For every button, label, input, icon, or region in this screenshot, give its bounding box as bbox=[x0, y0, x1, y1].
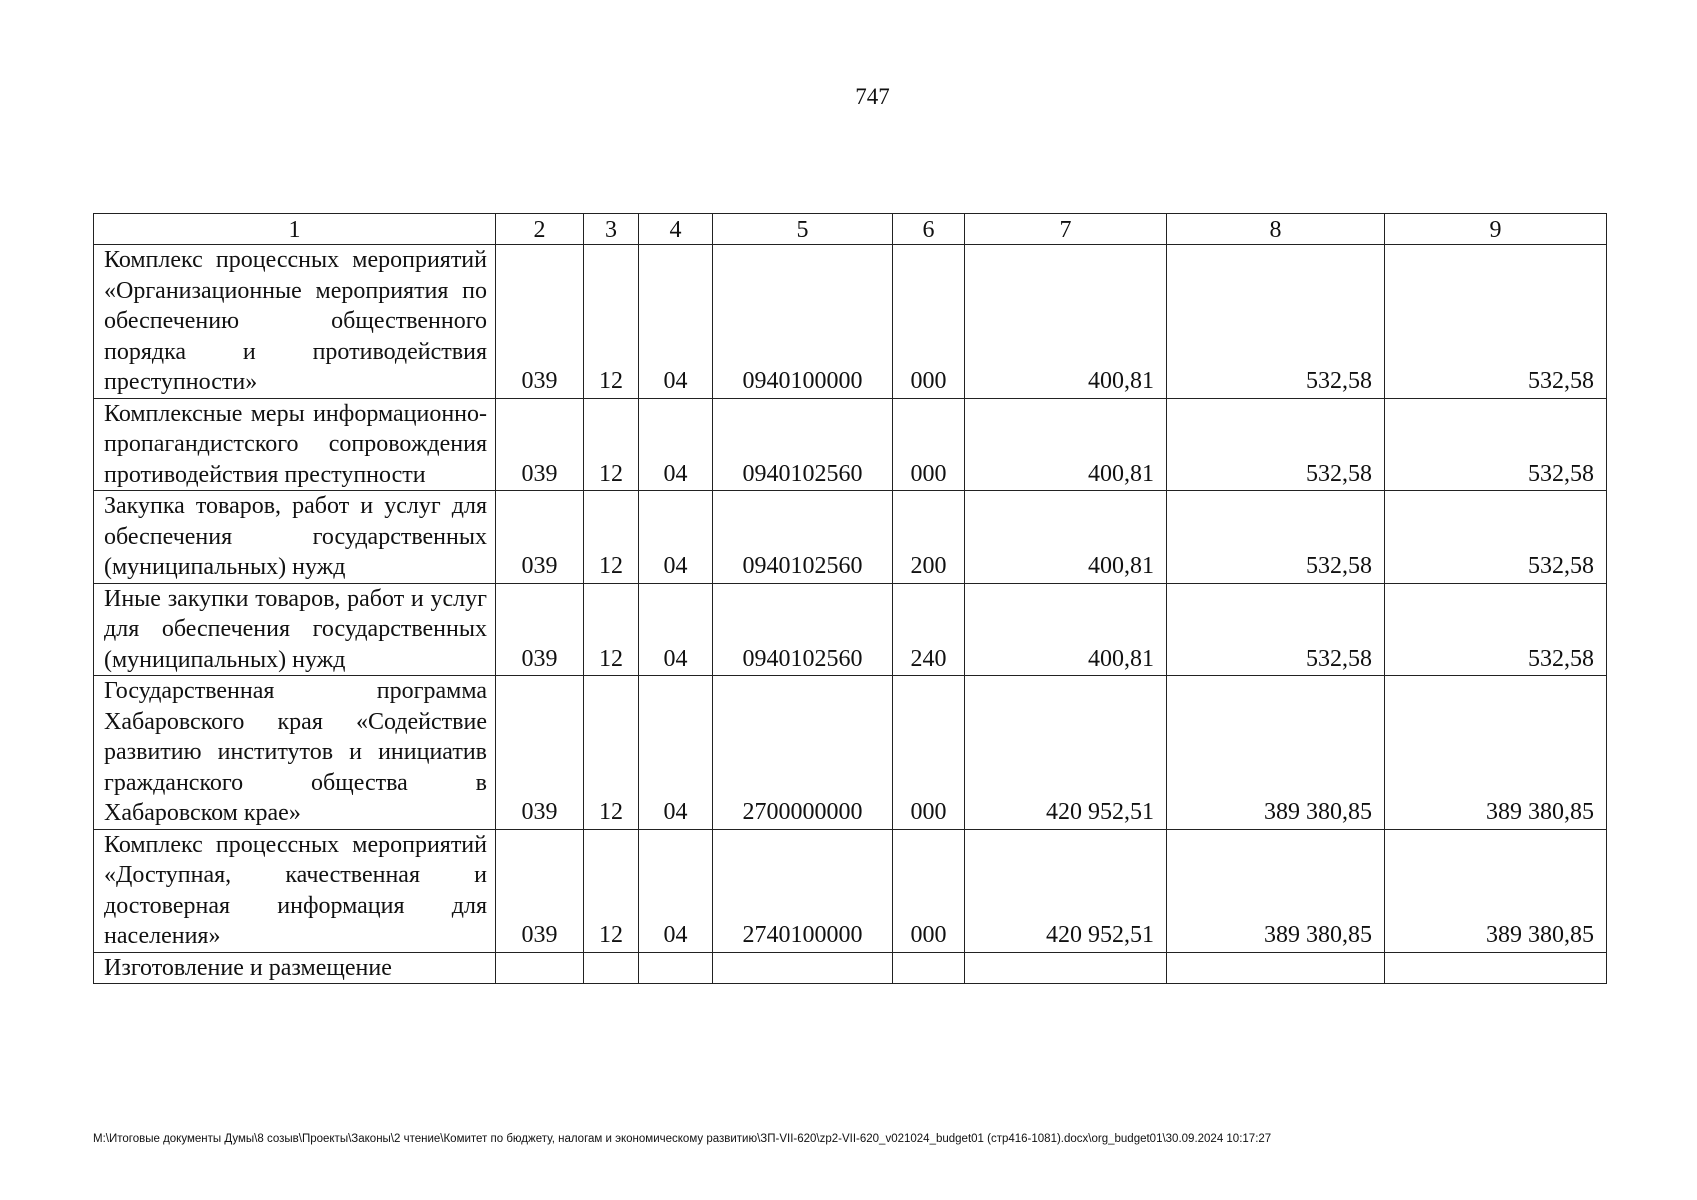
table-row bbox=[94, 491, 1607, 584]
amount-col-9: 532,58 bbox=[1385, 583, 1607, 676]
page-number: 747 bbox=[855, 84, 890, 109]
amount-col-8: 389 380,85 bbox=[1167, 829, 1385, 952]
section-code bbox=[584, 952, 639, 984]
ministry-code: 039 bbox=[496, 245, 584, 399]
subsection-code: 04 bbox=[639, 245, 713, 399]
amount-col-8: 532,58 bbox=[1167, 398, 1385, 491]
amount-col-8: 532,58 bbox=[1167, 245, 1385, 399]
budget-table bbox=[93, 213, 1607, 984]
section-code: 12 bbox=[584, 583, 639, 676]
section-code: 12 bbox=[584, 829, 639, 952]
amount-col-9: 389 380,85 bbox=[1385, 829, 1607, 952]
table-row bbox=[94, 398, 1607, 491]
amount-col-7: 420 952,51 bbox=[965, 676, 1167, 830]
row-name: Изготовление и размещение bbox=[94, 952, 496, 984]
subsection-code: 04 bbox=[639, 676, 713, 830]
footer-file-path: M:\Итоговые документы Думы\8 созыв\Проекты\Законы\2 чтение\Комитет по бюджету, налогам и экономическому развитию\ЗП-VII-620\zp2-VII-620_v021024_budget01 (стр416-1081).docx\org_budget01\30.09.2024 10:17:27 bbox=[93, 1133, 1272, 1145]
table-row bbox=[94, 676, 1607, 830]
column-header: 1 bbox=[94, 214, 496, 245]
target-article-code: 2740100000 bbox=[713, 829, 893, 952]
ministry-code bbox=[496, 952, 584, 984]
amount-col-9: 532,58 bbox=[1385, 491, 1607, 584]
table-row bbox=[94, 952, 1607, 984]
table-row bbox=[94, 245, 1607, 399]
amount-col-7: 400,81 bbox=[965, 398, 1167, 491]
target-article-code: 0940102560 bbox=[713, 583, 893, 676]
column-header: 6 bbox=[893, 214, 965, 245]
subsection-code: 04 bbox=[639, 829, 713, 952]
section-code: 12 bbox=[584, 245, 639, 399]
target-article-code bbox=[713, 952, 893, 984]
target-article-code: 0940102560 bbox=[713, 398, 893, 491]
expense-type-code: 000 bbox=[893, 829, 965, 952]
expense-type-code: 000 bbox=[893, 245, 965, 399]
column-header: 8 bbox=[1167, 214, 1385, 245]
column-header: 9 bbox=[1385, 214, 1607, 245]
column-header: 7 bbox=[965, 214, 1167, 245]
amount-col-8: 532,58 bbox=[1167, 491, 1385, 584]
row-name: Государственная программа Хабаровского края «Содействие развитию институтов и инициатив гражданского общества в Хабаровском крае» bbox=[94, 676, 496, 830]
expense-type-code bbox=[893, 952, 965, 984]
table-row bbox=[94, 583, 1607, 676]
row-name: Комплекс процессных мероприятий «Организационные мероприятия по обеспечению общественного порядка и противодействия преступности» bbox=[94, 245, 496, 399]
amount-col-8: 389 380,85 bbox=[1167, 676, 1385, 830]
column-header: 3 bbox=[584, 214, 639, 245]
column-header: 2 bbox=[496, 214, 584, 245]
expense-type-code: 000 bbox=[893, 398, 965, 491]
amount-col-9: 532,58 bbox=[1385, 245, 1607, 399]
subsection-code: 04 bbox=[639, 583, 713, 676]
column-header: 4 bbox=[639, 214, 713, 245]
amount-col-8: 532,58 bbox=[1167, 583, 1385, 676]
target-article-code: 0940102560 bbox=[713, 491, 893, 584]
amount-col-7: 400,81 bbox=[965, 583, 1167, 676]
column-header: 5 bbox=[713, 214, 893, 245]
target-article-code: 2700000000 bbox=[713, 676, 893, 830]
expense-type-code: 000 bbox=[893, 676, 965, 830]
subsection-code bbox=[639, 952, 713, 984]
subsection-code: 04 bbox=[639, 398, 713, 491]
table-row bbox=[94, 829, 1607, 952]
amount-col-7 bbox=[965, 952, 1167, 984]
ministry-code: 039 bbox=[496, 491, 584, 584]
amount-col-7: 420 952,51 bbox=[965, 829, 1167, 952]
expense-type-code: 200 bbox=[893, 491, 965, 584]
ministry-code: 039 bbox=[496, 676, 584, 830]
amount-col-8 bbox=[1167, 952, 1385, 984]
section-code: 12 bbox=[584, 398, 639, 491]
target-article-code: 0940100000 bbox=[713, 245, 893, 399]
amount-col-9 bbox=[1385, 952, 1607, 984]
section-code: 12 bbox=[584, 676, 639, 830]
amount-col-7: 400,81 bbox=[965, 491, 1167, 584]
amount-col-9: 532,58 bbox=[1385, 398, 1607, 491]
amount-col-7: 400,81 bbox=[965, 245, 1167, 399]
row-name: Закупка товаров, работ и услуг для обеспечения государственных (муниципальных) нужд bbox=[94, 491, 496, 584]
subsection-code: 04 bbox=[639, 491, 713, 584]
amount-col-9: 389 380,85 bbox=[1385, 676, 1607, 830]
section-code: 12 bbox=[584, 491, 639, 584]
row-name: Комплексные меры информационно-пропагандистского сопровождения противодействия преступности bbox=[94, 398, 496, 491]
header-row bbox=[94, 214, 1607, 245]
row-name: Иные закупки товаров, работ и услуг для обеспечения государственных (муниципальных) нужд bbox=[94, 583, 496, 676]
expense-type-code: 240 bbox=[893, 583, 965, 676]
ministry-code: 039 bbox=[496, 398, 584, 491]
ministry-code: 039 bbox=[496, 829, 584, 952]
row-name: Комплекс процессных мероприятий «Доступная, качественная и достоверная информация для населения» bbox=[94, 829, 496, 952]
ministry-code: 039 bbox=[496, 583, 584, 676]
table-header bbox=[94, 214, 1607, 245]
